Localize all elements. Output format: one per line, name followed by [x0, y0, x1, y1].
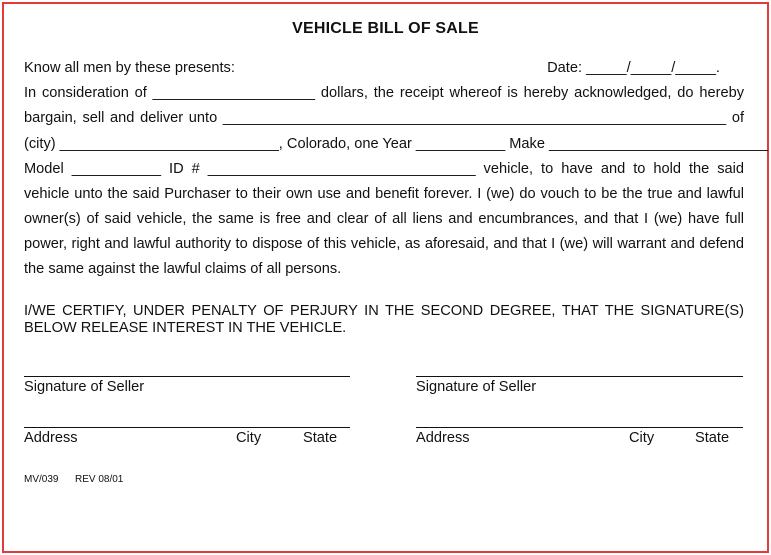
form-revision: REV 08/01: [75, 474, 124, 485]
intro-text: Know all men by these presents:: [24, 60, 235, 76]
model-id-line: Model ___________ ID # _________________________________ vehicle, to have and to hold the said: [24, 161, 744, 177]
body-line-4: the same against the lawful claims of all persons.: [24, 261, 342, 277]
body-line-3: power, right and lawful authority to dispose of this vehicle, as aforesaid, and that I (we) will warrant and defend: [24, 236, 744, 252]
document-title: VEHICLE BILL OF SALE: [292, 20, 479, 37]
left-signature-label: Signature of Seller: [24, 379, 145, 395]
left-state-label: State: [303, 430, 338, 446]
right-state-label: State: [695, 430, 730, 446]
buyer-line: bargain, sell and deliver unto ______________________________________________________________ of: [24, 110, 744, 126]
city-year-make-line: (city) ___________________________, Colorado, one Year ___________ Make ___________________________: [24, 136, 769, 152]
consideration-line: In consideration of ____________________ dollars, the receipt whereof is hereby acknowledged, do hereby: [24, 85, 744, 101]
right-address-label: Address: [416, 430, 470, 446]
left-signature-line[interactable]: [24, 376, 350, 377]
form-number: MV/039: [24, 474, 59, 485]
left-address-label: Address: [24, 430, 78, 446]
right-city-label: City: [629, 430, 655, 446]
right-address-line[interactable]: [416, 427, 743, 428]
body-line-1: vehicle unto the said Purchaser to their own use and benefit forever. I (we) do vouch to be the true and lawful: [24, 186, 744, 202]
date-field[interactable]: Date: _____/_____/_____.: [547, 60, 720, 76]
right-signature-label: Signature of Seller: [416, 379, 537, 395]
certification-line-2: BELOW RELEASE INTEREST IN THE VEHICLE.: [24, 320, 347, 336]
right-signature-line[interactable]: [416, 376, 743, 377]
left-city-label: City: [236, 430, 262, 446]
left-address-line[interactable]: [24, 427, 350, 428]
certification-line-1: I/WE CERTIFY, UNDER PENALTY OF PERJURY IN THE SECOND DEGREE, THAT THE SIGNATURE(S): [24, 303, 744, 319]
intro-line: [24, 59, 746, 77]
body-line-2: owner(s) of said vehicle, the same is free and clear of all liens and encumbrances, and that I (we) have full: [24, 211, 744, 227]
